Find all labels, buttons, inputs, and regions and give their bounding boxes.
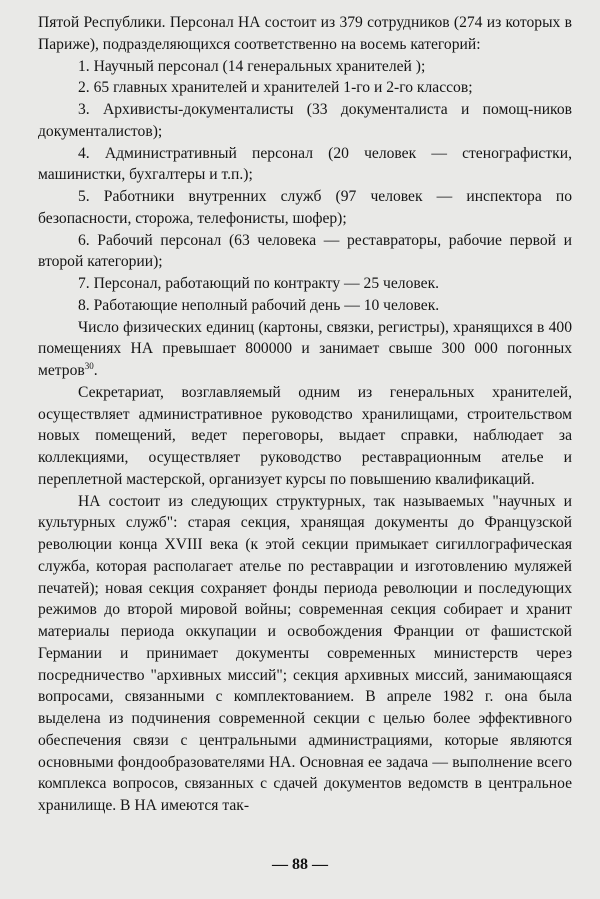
list-item: 8. Работающие неполный рабочий день — 10 человек. — [78, 296, 440, 314]
list-item: 4. Административный персонал (20 человек — стенографистки, машинистки, бухгалтеры и т.п.); — [38, 144, 572, 184]
list-item: 6. Рабочий персонал (63 человека — реставраторы, рабочие первой и второй категории); — [38, 231, 572, 271]
paragraph-intro: Пятой Республики. Персонал НА состоит из 379 сотрудников (274 из которых в Париже), подразделяющихся соответственно на восемь категорий: — [38, 14, 572, 53]
paragraph-structure: НА состоит из следующих структурных, так называемых "научных и культурных служб": старая секция, хранящая документы до Французской революции конца XVIII века (к этой секции примыкает сигиллографическая служба, которая располагает ателье по реставрации и изготовлению муляжей печатей); новая секция сохраняет фонды периода революции и последующих режимов до второй мировой войны; современная секция собирает и хранит материалы периода оккупации и освобождения Франции от фашистской Германии и принимает документы современных министерств через посредничество "архивных миссий"; секция архивных миссий, занимающаяся вопросами, связанными с комплектованием. В апреле 1982 г. она была выделена из подчинения современной секции с целью более эффективного обеспечения связи с центральными администрациями, которые являются основными фондообразователями НА. Основная ее задача — выполнение всего комплекса вопросов, связанных с сдачей документов ведомств в центральное хранилище. В НА имеются так- — [38, 492, 572, 814]
paragraph-physical-units — [38, 317, 572, 382]
main-text — [38, 12, 572, 817]
list-item: 1. Научный персонал (14 генеральных хранителей ); — [78, 57, 426, 75]
list-item: 2. 65 главных хранителей и хранителей 1-го и 2-го классов; — [78, 79, 473, 97]
paragraph-physical-units-text: Число физических единиц (картоны, связки, регистры), хранящихся в 400 помещениях НА превышает 800000 и занимает свыше 300 000 погонных метров — [38, 318, 572, 379]
paragraph-end-punct: . — [93, 362, 98, 379]
footnote-ref: 30 — [84, 360, 94, 371]
list-item: 3. Архивисты-документалисты (33 документалиста и помощ-ников документалистов); — [38, 101, 572, 140]
list-item: 5. Работники внутренних служб (97 человек — инспектора по безопасности, сторожа, телефонисты, шофер); — [38, 188, 572, 227]
paragraph-secretariat: Секретариат, возглавляемый одним из генеральных хранителей, осуществляет административное руководство хранилищами, строительством новых помещений, ведет переговоры, выдает справки, наблюдает за коллекциями, осуществляет руководство реставрационным ателье и переплетной мастерской, организует курсы по повышению квалификаций. — [38, 383, 572, 488]
list-item: 7. Персонал, работающий по контракту — 25 человек. — [78, 275, 440, 292]
page-number: — 88 — — [272, 856, 328, 873]
